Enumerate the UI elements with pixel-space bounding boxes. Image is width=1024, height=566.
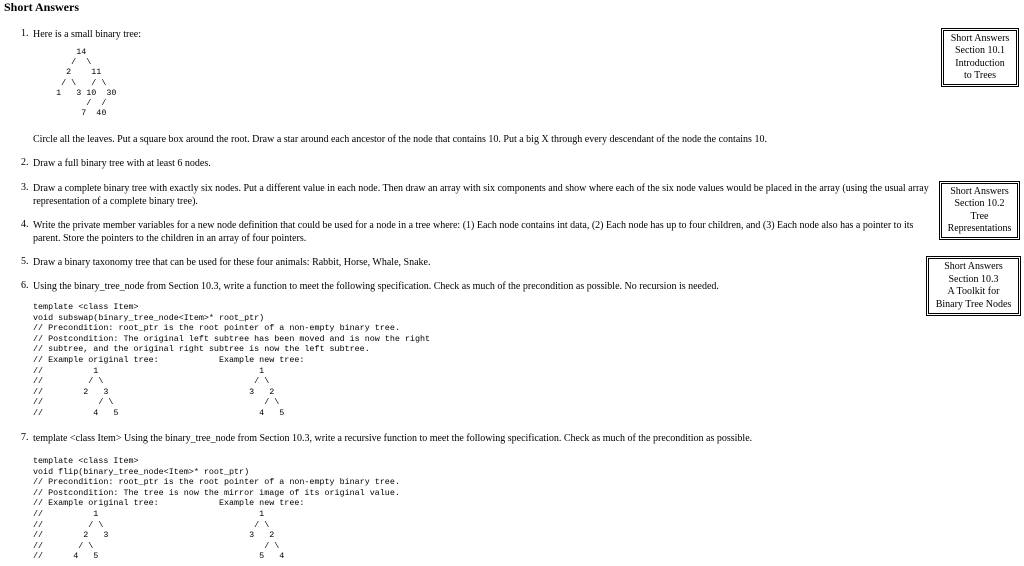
section-10-1-box (941, 28, 1019, 87)
section-10-1-line3: Introduction (955, 57, 1005, 69)
q4-text: Write the private member variables for a new node definition that could be used for a node in a tree where: (1) Each node contains int data, (2) Each node has up to four children, and (3) Each node also has a pointer to its parent. Store the pointers to the children in an array of four pointers. (33, 220, 914, 244)
section-10-2-line2: Section 10.2 (954, 198, 1005, 209)
section-10-2-line3: Tree (970, 210, 989, 222)
section-10-3-line1: Short Answers (944, 261, 1003, 272)
q3-text: Draw a complete binary tree with exactly six nodes. Put a different value in each node. Then draw an array with six components and show where each of the six node values would be placed in the array (using the usual array representation of a complete binary tree). (33, 183, 929, 207)
q1-tree-diagram: 14 / \ 2 11 / \ / \ 1 3 10 30 / / 7 40 (56, 47, 117, 119)
section-10-1-line1: Short Answers (950, 32, 1010, 44)
q4-number: 4. (21, 219, 29, 230)
q6-number: 6. (21, 280, 29, 291)
q7-number: 7. (21, 432, 29, 443)
q1-followup: Circle all the leaves. Put a square box around the root. Draw a star around each ancestor of the node that contains 10. Put a big X through every descendant of the node the contains 10. (33, 134, 767, 145)
q2-number: 2. (21, 157, 29, 168)
q6-code-block: template <class Item> void subswap(binary_tree_node<Item>* root_ptr) // Precondition: root_ptr is the root pointer of a non-empty binary tree. // Postcondition: The original left subtree has been moved and is now the right // subtree, and the original right subtree is now the left subtree. // Example original tree: Example new tree: // 1 1 // / \ / \ // 2 3 3 2 // / \ / \ // 4 5 4 5 (33, 302, 431, 418)
section-10-2-box (939, 181, 1020, 240)
section-10-2-line4: Representations (947, 223, 1012, 234)
q3-number: 3. (21, 182, 29, 193)
section-10-1-line2: Section 10.1 (955, 45, 1005, 56)
section-10-3-line4: Binary Tree Nodes (935, 298, 1012, 310)
page-title: Short Answers (4, 0, 80, 14)
q2-text: Draw a full binary tree with at least 6 nodes. (33, 158, 211, 169)
q7-text: template <class Item> Using the binary_tree_node from Section 10.3, write a recursive function to meet the following specification. Check as much of the precondition as possible. (33, 433, 753, 444)
section-10-3-box (926, 256, 1021, 316)
q1-text: Here is a small binary tree: (33, 29, 142, 40)
section-10-3-line2: Section 10.3 (948, 273, 999, 285)
q5-text: Draw a binary taxonomy tree that can be used for these four animals: Rabbit, Horse, Whale, Snake. (33, 257, 431, 268)
q5-number: 5. (21, 256, 29, 267)
section-10-3-line3: A Toolkit for (947, 286, 1000, 297)
section-10-1-line4: to Trees (964, 70, 996, 81)
q6-text: Using the binary_tree_node from Section 10.3, write a function to meet the following specification. Check as much of the precondition as possible. No recursion is needed. (33, 281, 719, 292)
q7-code-block: template <class Item> void flip(binary_tree_node<Item>* root_ptr) // Precondition: root_ptr is the root pointer of a non-empty binary tree. // Postcondition: The tree is now the mirror image of its original value. // Example original tree: Example new tree: // 1 1 // / \ / \ // 2 3 3 2 // / \ / \ // 4 5 5 4 (33, 456, 400, 562)
section-10-2-line1: Short Answers (950, 185, 1009, 197)
q1-number: 1. (21, 28, 29, 39)
